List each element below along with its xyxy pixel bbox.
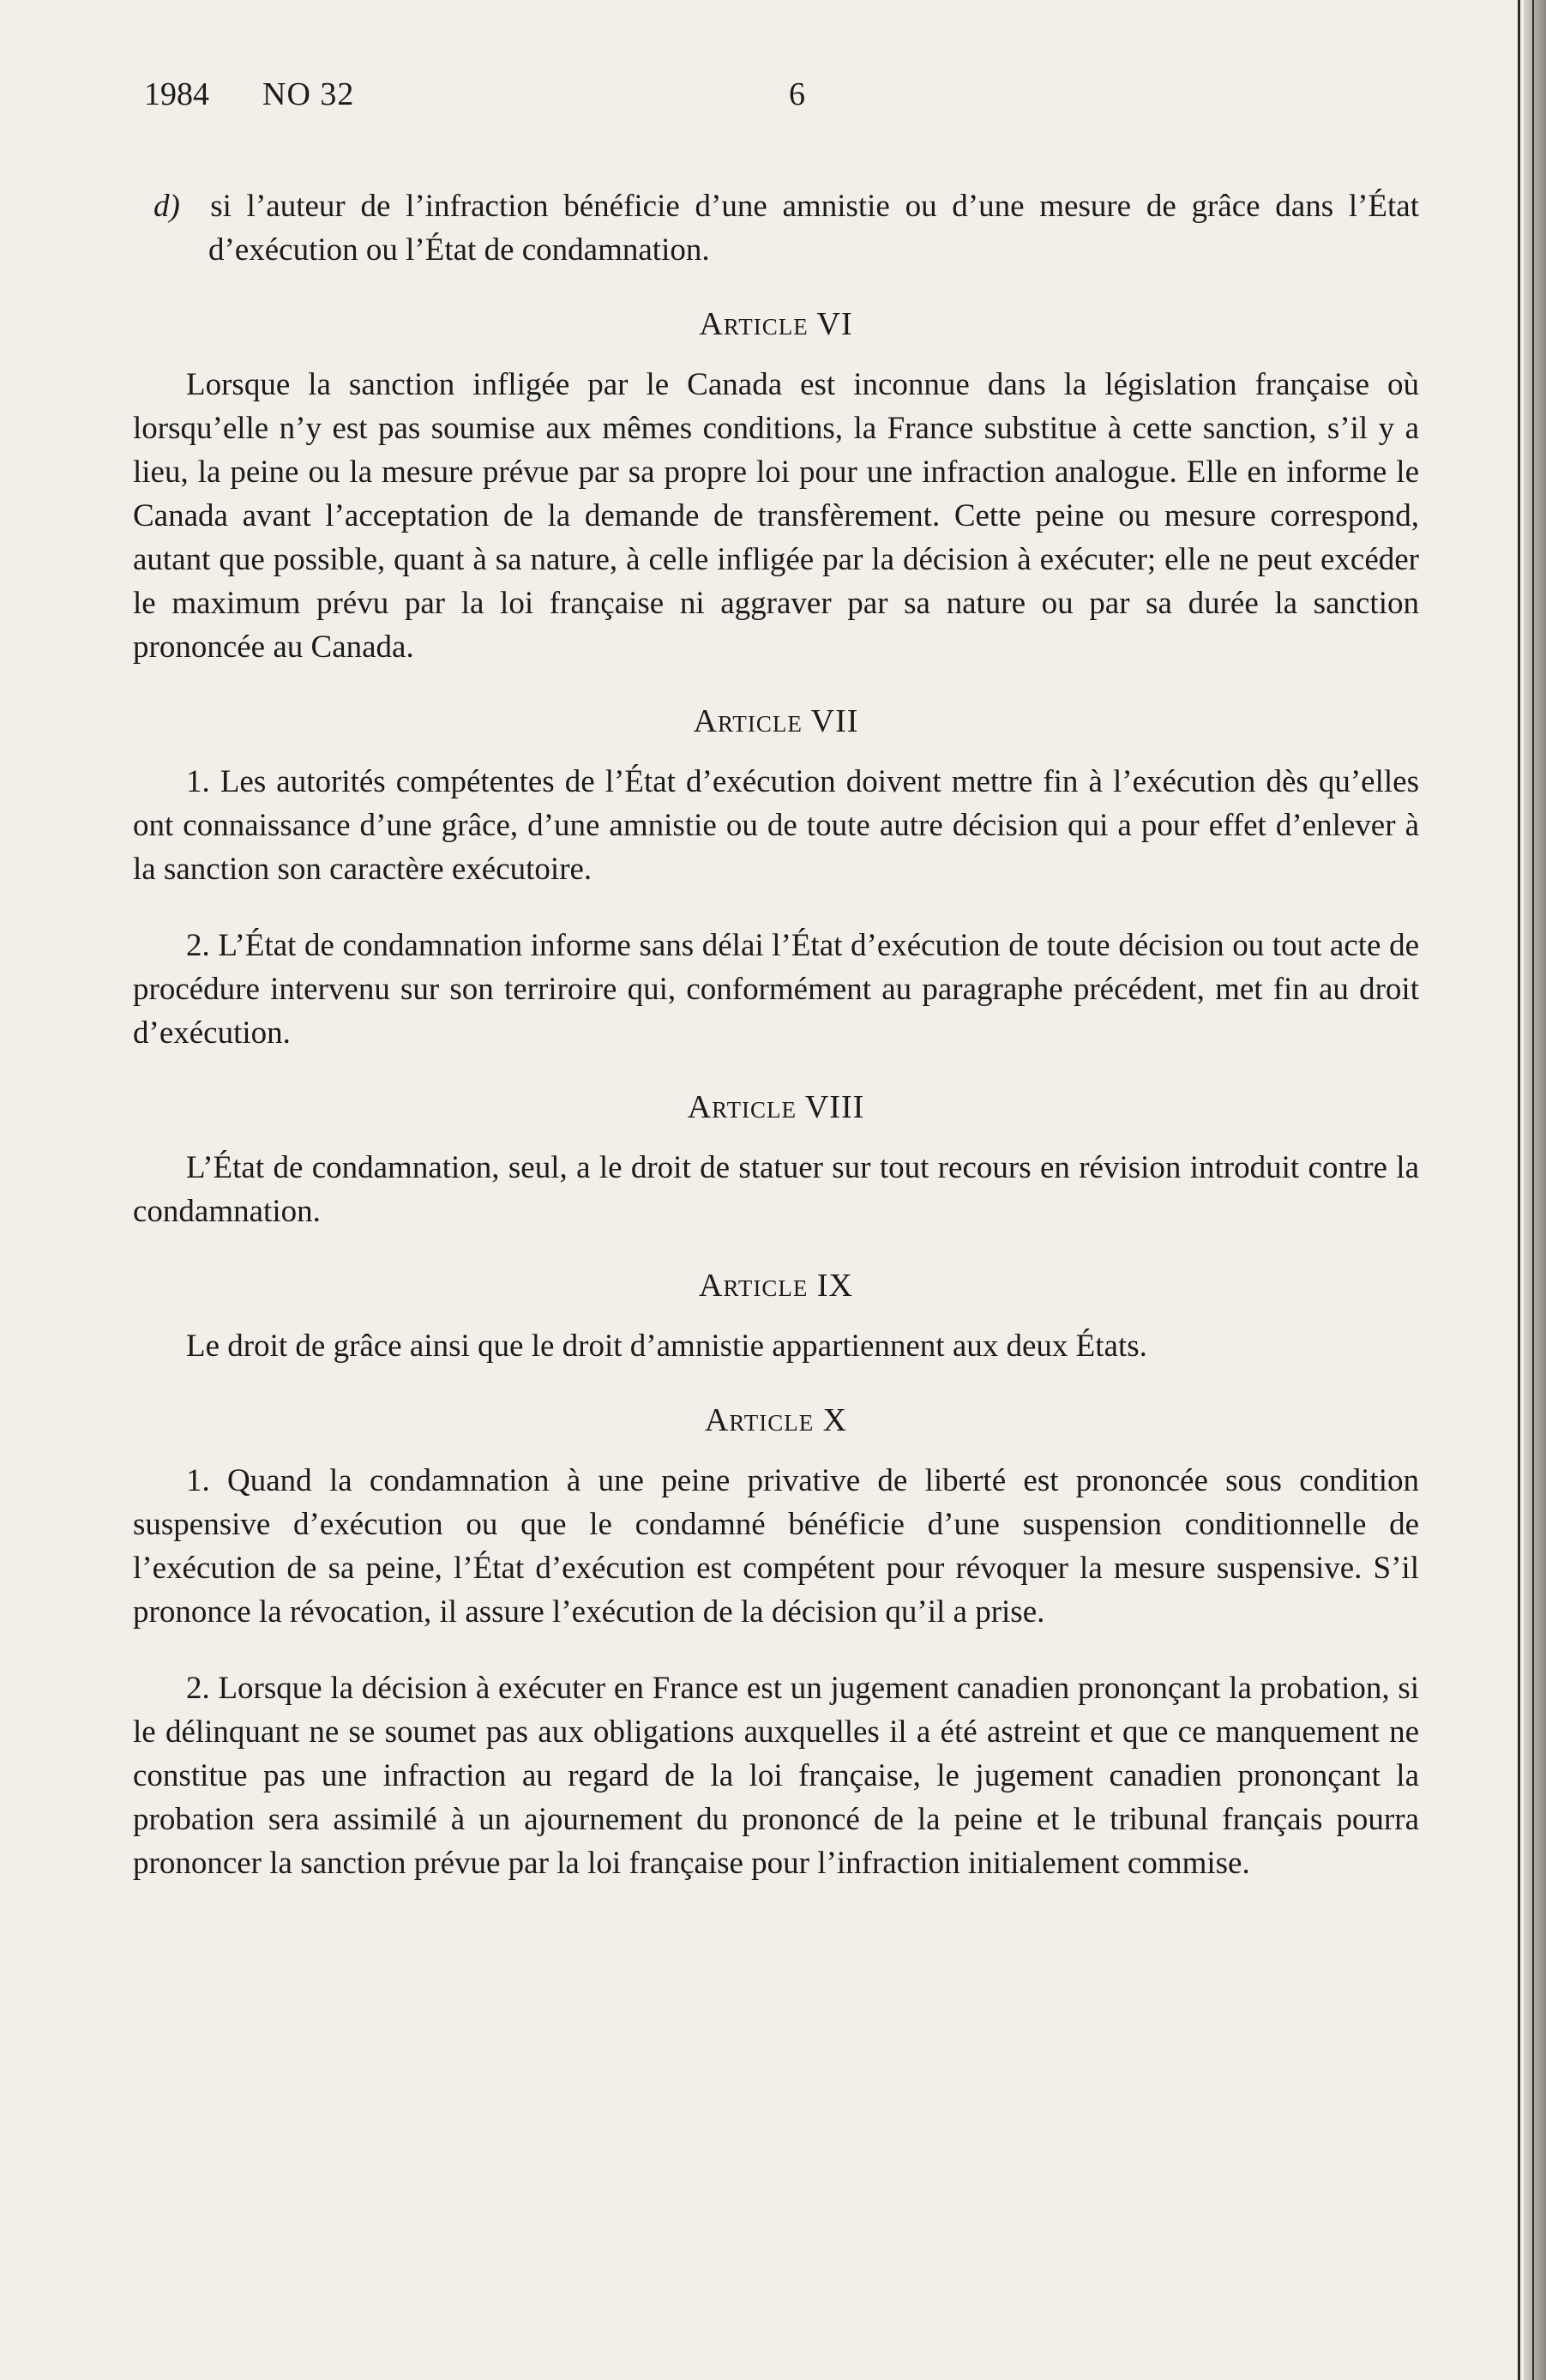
header-year: 1984 [144,76,209,112]
document-body [133,184,1419,1885]
article-7-paragraph-2: 2. L’État de condamnation informe sans délai l’État d’exécution de toute décision ou tout acte de procédure intervenu sur son terriroire qui, conformément au paragraphe précédent, met fin au droit d’exécution. [133,928,1419,1051]
header-number-value: 32 [320,76,355,112]
page-number: 6 [789,76,805,112]
article-6-paragraph: Lorsque la sanction infligée par le Canada est inconnue dans la législation française où lorsqu’elle n’y est pas soumise aux mêmes conditions, la France substitue à cette sanction, s’il y a lieu, la peine ou la mesure prévue par sa propre loi pour une infraction analogue. Elle en informe le Canada avant l’acceptation de la demande de transfèrement. Cette peine ou mesure correspond, autant que possible, quant à sa nature, à celle infligée par la décision à exécuter; elle ne peut excéder le maximum prévu par la loi française ni aggraver par sa nature ou par sa durée la sanction prononcée au Canada. [133,367,1419,665]
list-item-d [133,184,1419,272]
page-edge-shadow [1524,0,1546,2380]
article-10-paragraph-2: 2. Lorsque la décision à exécuter en France est un jugement canadien prononçant la probation, si le délinquant ne se soumet pas aux obligations auxquelles il a été astreint et que ce manquement ne constitue pas une infraction au regard de la loi française, le jugement canadien prononçant la probation sera assimilé à un ajournement du prononcé de la peine et le tribunal français pourra prononcer la sanction prévue par la loi française pour l’infraction initialement commise. [133,1671,1419,1881]
article-10-heading: Article X [704,1402,848,1438]
article-6-heading: Article VI [699,306,853,342]
page-edge-line [1518,0,1520,2380]
article-9-paragraph: Le droit de grâce ainsi que le droit d’amnistie appartiennent aux deux États. [186,1329,1147,1364]
article-7-heading: Article VII [693,703,859,739]
article-7-paragraph-1: 1. Les autorités compétentes de l’État d’exécution doivent mettre fin à l’exécution dès qu’elles ont connaissance d’une grâce, d’une amnistie ou de toute autre décision qui a pour effet d’enlever à la sanction son caractère exécutoire. [133,764,1419,887]
page-header [144,75,1413,127]
item-text: si l’auteur de l’infraction bénéficie d’une amnistie ou d’une mesure de grâce dans l’État d’exécution ou l’État de condamnation. [208,189,1420,268]
article-10-paragraph-1: 1. Quand la condamnation à une peine privative de liberté est prononcée sous condition suspensive d’exécution ou que le condamné bénéficie d’une suspension conditionnelle de l’exécution de sa peine, l’État d’exécution est compétent pour révoquer la mesure suspensive. S’il prononce la révocation, il assure l’exécution de la décision qu’il a prise. [133,1463,1419,1630]
page-edge-line [1532,0,1534,2380]
article-9-heading: Article IX [699,1268,853,1304]
article-8-paragraph: L’État de condamnation, seul, a le droit de statuer sur tout recours en révision introduit contre la condamnation. [133,1150,1419,1229]
article-8-heading: Article VIII [687,1089,865,1125]
header-number [262,75,354,113]
item-letter: d) [153,189,180,224]
header-no-label: NO [262,76,311,112]
